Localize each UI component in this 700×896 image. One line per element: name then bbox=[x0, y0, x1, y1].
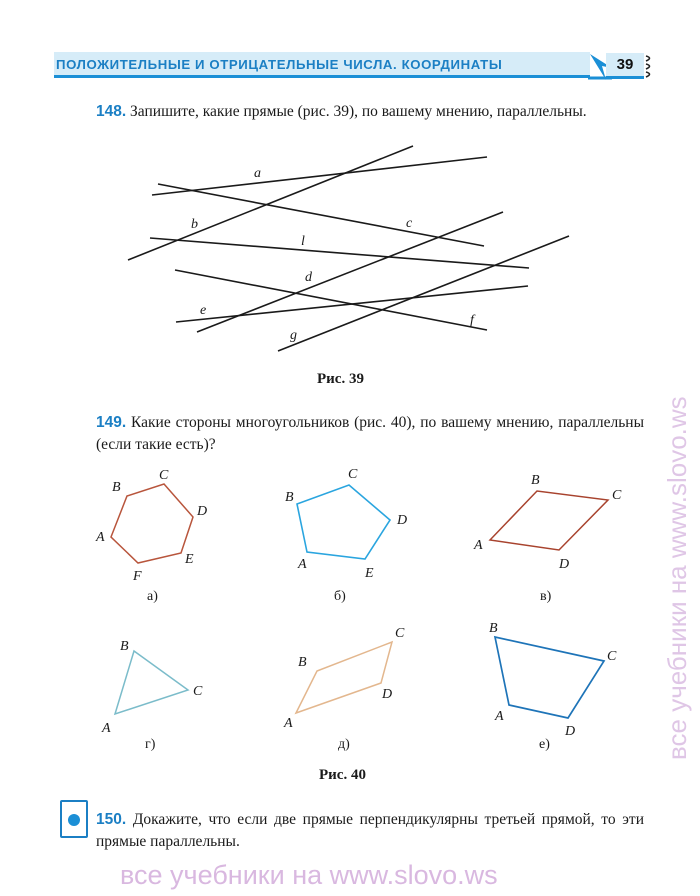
sublabel-e: е) bbox=[539, 737, 550, 752]
task-text: Запишите, какие прямые (рис. 39), по вашему мнению, параллельны. bbox=[130, 103, 587, 120]
vertex-label: D bbox=[397, 513, 408, 528]
vertex-label: C bbox=[607, 649, 617, 664]
vertex-label: D bbox=[559, 557, 570, 572]
page-number: 39 bbox=[606, 53, 644, 79]
vertex-label: A bbox=[298, 557, 307, 572]
vertex-label: C bbox=[159, 468, 169, 483]
polygon-g-triangle bbox=[115, 651, 188, 714]
vertex-label: C bbox=[348, 467, 358, 482]
vertex-label: B bbox=[531, 473, 540, 488]
task-text: Какие стороны многоугольников (рис. 40), по вашему мнению, параллельны (если такие есть)? bbox=[96, 414, 645, 453]
vertex-label: B bbox=[112, 480, 121, 495]
task-marker-icon bbox=[60, 800, 88, 838]
polygon-a-hexagon bbox=[111, 484, 193, 563]
task-text: Докажите, что если две прямые перпендикулярны третьей прямой, то эти прямые параллельны. bbox=[96, 811, 644, 850]
vertex-label: A bbox=[495, 709, 504, 724]
line-label-l: l bbox=[301, 234, 305, 249]
vertex-label: D bbox=[382, 687, 393, 702]
polygon-d-parallelogram bbox=[296, 642, 392, 713]
sublabel-d: д) bbox=[338, 737, 350, 752]
task-150 bbox=[96, 809, 644, 853]
vertex-label: E bbox=[365, 566, 374, 581]
vertex-label: A bbox=[96, 530, 105, 545]
sublabel-g: г) bbox=[145, 737, 156, 752]
vertex-label: C bbox=[193, 684, 203, 699]
header-title: ПОЛОЖИТЕЛЬНЫЕ И ОТРИЦАТЕЛЬНЫЕ ЧИСЛА. КООРДИНАТЫ bbox=[56, 57, 503, 72]
vertex-label: B bbox=[489, 621, 498, 636]
sublabel-a: а) bbox=[147, 589, 158, 604]
sublabel-b: б) bbox=[334, 589, 346, 604]
vertex-label: B bbox=[120, 639, 129, 654]
sublabel-v: в) bbox=[540, 589, 552, 604]
line-label-e: e bbox=[200, 303, 207, 318]
polygon-e-trapezoid bbox=[495, 637, 604, 718]
vertex-label: A bbox=[474, 538, 483, 553]
watermark-side: все учебники на www.slovo.ws bbox=[662, 396, 692, 760]
line-label-d: d bbox=[305, 270, 312, 285]
line-label-c: c bbox=[406, 216, 413, 231]
vertex-label: C bbox=[612, 488, 622, 503]
line-label-g: g bbox=[290, 328, 297, 343]
vertex-label: C bbox=[395, 626, 405, 641]
figure-39-caption: Рис. 39 bbox=[317, 371, 364, 387]
vertex-label: B bbox=[285, 490, 294, 505]
task-number: 150. bbox=[96, 811, 127, 828]
line-label-a: a bbox=[254, 166, 261, 181]
polygon-v-parallelogram bbox=[490, 491, 608, 550]
vertex-label: D bbox=[197, 504, 208, 519]
figure-40-caption: Рис. 40 bbox=[319, 767, 366, 783]
line-label-b: b bbox=[191, 217, 198, 232]
polygon-b-pentagon bbox=[297, 485, 390, 559]
watermark-bottom: все учебники на www.slovo.ws bbox=[120, 860, 498, 890]
vertex-label: A bbox=[102, 721, 111, 736]
vertex-label: E bbox=[185, 552, 194, 567]
vertex-label: F bbox=[133, 569, 142, 584]
vertex-label: D bbox=[565, 724, 576, 739]
task-number: 149. bbox=[96, 414, 127, 431]
line-label-f: f bbox=[470, 313, 474, 328]
vertex-label: B bbox=[298, 655, 307, 670]
vertex-label: A bbox=[284, 716, 293, 731]
task-number: 148. bbox=[96, 103, 127, 120]
